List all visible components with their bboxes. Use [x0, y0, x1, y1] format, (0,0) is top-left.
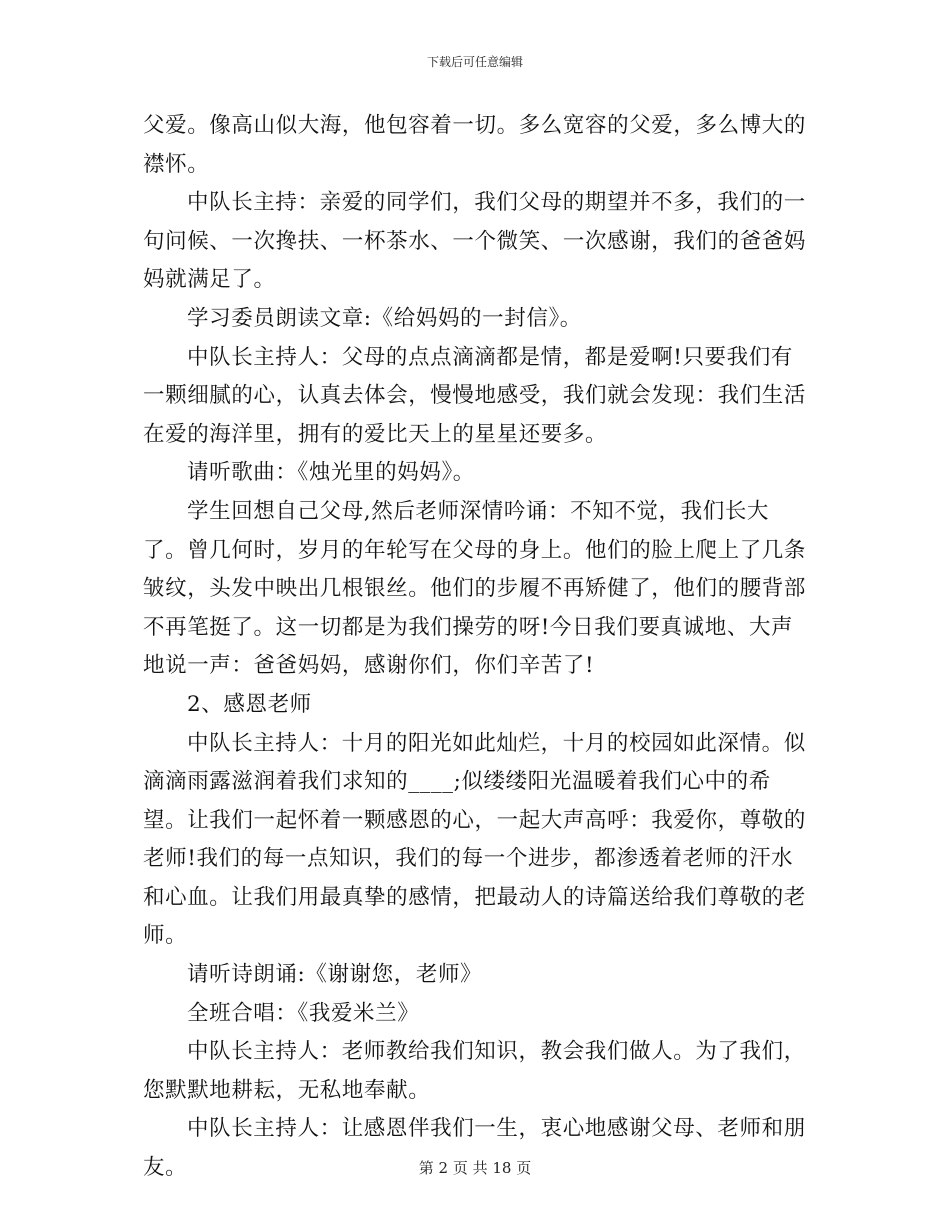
paragraph-12: 中队长主持人：让感恩伴我们一生，衷心地感谢父母、老师和朋友。: [143, 1116, 806, 1181]
paragraph-5: 请听歌曲：《烛光里的妈妈》。: [187, 460, 475, 486]
paragraph-11: 中队长主持人：老师教给我们知识，教会我们做人。为了我们，您默默地耕耘，无私地奉献。: [143, 1039, 806, 1103]
paragraph-8: 中队长主持人：十月的阳光如此灿烂，十月的校园如此深情。似滴滴雨露滋润着我们求知的____;似缕缕阳光温暖着我们心中的希望。让我们一起怀着一颗感恩的心，一起大声高呼：我爱你，尊敬的老师!我们的每一点知识，我们的每一个进步，都渗透着老师的汗水和心血。让我们用最真挚的感情，把最动人的诗篇送给我们尊敬的老师。: [143, 730, 807, 949]
paragraph-3: 学习委员朗读文章:《给妈妈的一封信》。: [187, 305, 582, 331]
paragraph-6: 学生回想自己父母,然后老师深情吟诵：不知不觉，我们长大了。曾几何时，岁月的年轮写在父母的身上。他们的脸上爬上了几条皱纹，头发中映出几根银丝。他们的步履不再矫健了，他们的腰背部不再笔挺了。这一切都是为我们操劳的呀!今日我们要真诚地、大声地说一声：爸爸妈妈，感谢你们，你们辛苦了!: [143, 498, 807, 679]
page-header: 下载后可任意编辑: [426, 55, 523, 69]
page-footer: 第 2 页 共 18 页: [418, 1159, 532, 1177]
paragraph-9: 请听诗朗诵:《谢谢您，老师》: [187, 962, 483, 988]
paragraph-2: 中队长主持：亲爱的同学们，我们父母的期望并不多，我们的一句问候、一次搀扶、一杯茶水、一个微笑、一次感谢，我们的爸爸妈妈就满足了。: [143, 190, 807, 293]
paragraph-1: 父爱。像高山似大海，他包容着一切。多么宽容的父爱，多么博大的襟怀。: [143, 113, 807, 177]
paragraph-4: 中队长主持人：父母的点点滴滴都是情，都是爱啊!只要我们有一颗细腻的心，认真去体会，慢慢地感受，我们就会发现：我们生活在爱的海洋里，拥有的爱比天上的星星还要多。: [143, 344, 807, 447]
section-heading: 2、感恩老师: [187, 691, 312, 717]
document-body: [143, 107, 813, 1188]
paragraph-10: 全班合唱：《我爱米兰》: [187, 1000, 420, 1026]
